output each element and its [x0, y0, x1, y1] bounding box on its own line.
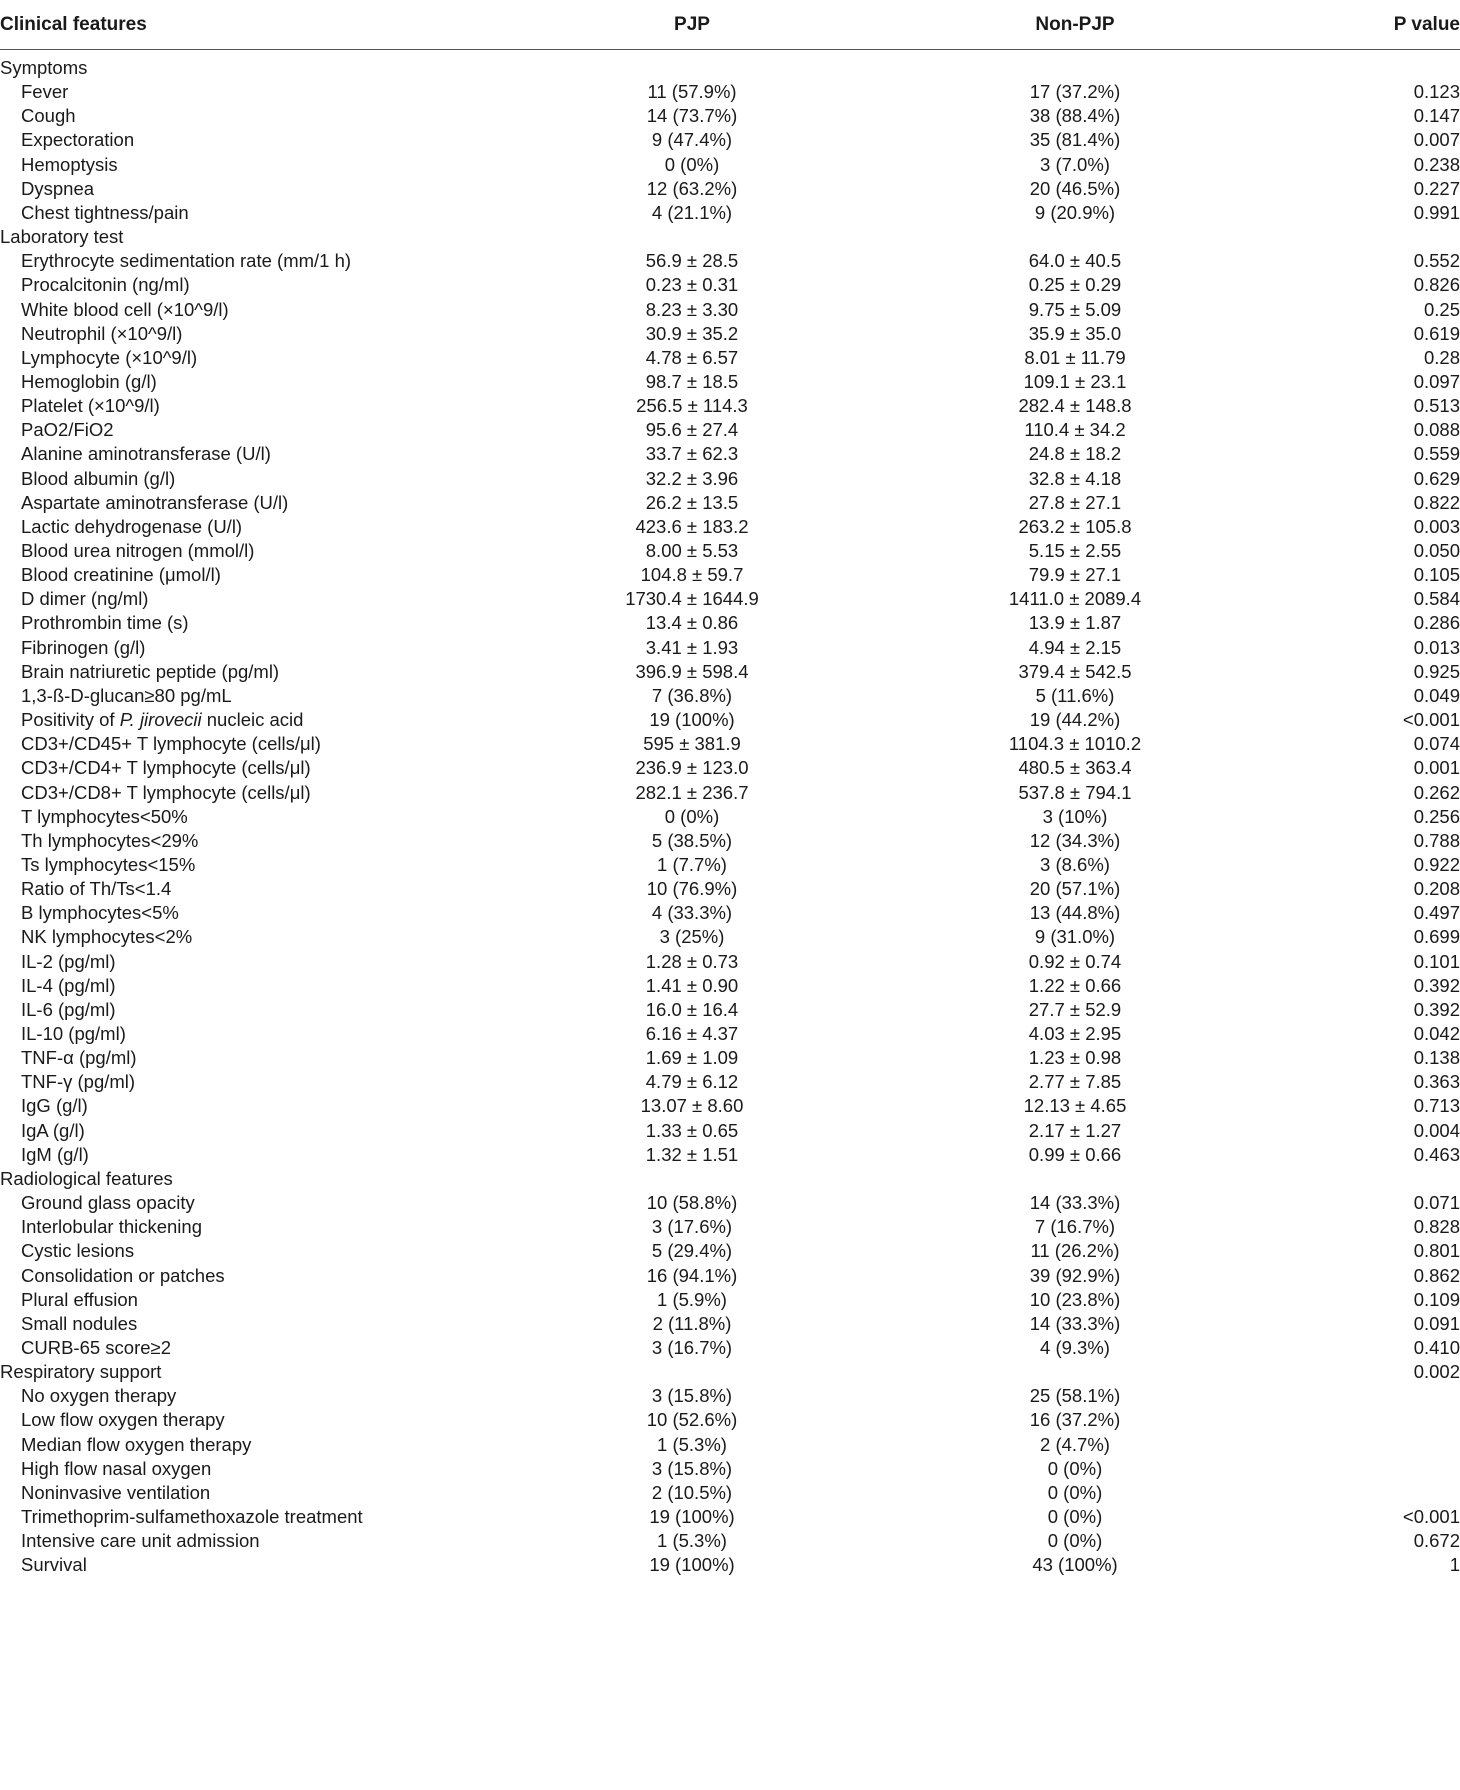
pjp-cell: 104.8 ± 59.7: [640, 564, 744, 586]
p-value-cell: 0.101: [1413, 950, 1460, 972]
p-value-cell: 0.071: [1413, 1192, 1460, 1214]
pjp-cell: 4 (33.3%): [651, 902, 733, 924]
feature-cell: Chest tightness/pain: [21, 201, 189, 223]
pjp-cell: 10 (52.6%): [646, 1409, 738, 1431]
non-pjp-cell: 3 (8.6%): [1040, 853, 1110, 875]
p-value-cell: 0.629: [1413, 467, 1460, 489]
feature-cell: CD3+/CD4+ T lymphocyte (cells/μl): [21, 757, 311, 779]
p-value-cell: 0.003: [1413, 515, 1460, 537]
feature-cell: Platelet (×10^9/l): [21, 395, 160, 417]
pjp-cell: 19 (100%): [649, 1554, 735, 1576]
header-clinical-features: Clinical features: [0, 14, 147, 35]
p-value-cell: 0.801: [1413, 1240, 1460, 1262]
feature-cell: D dimer (ng/ml): [21, 588, 149, 610]
non-pjp-cell: 32.8 ± 4.18: [1028, 467, 1122, 489]
pjp-cell: 33.7 ± 62.3: [645, 443, 739, 465]
pjp-cell: 5 (38.5%): [651, 829, 733, 851]
pjp-cell: 95.6 ± 27.4: [645, 419, 739, 441]
pjp-cell: 3 (15.8%): [651, 1457, 733, 1479]
pjp-cell: 236.9 ± 123.0: [635, 757, 749, 779]
non-pjp-cell: 35.9 ± 35.0: [1028, 322, 1122, 344]
non-pjp-cell: 79.9 ± 27.1: [1028, 564, 1122, 586]
p-value-cell: 0.123: [1413, 81, 1460, 103]
p-value-cell: 0.828: [1413, 1216, 1460, 1238]
p-value-cell: 0.256: [1413, 805, 1460, 827]
p-value-cell: 0.042: [1413, 1023, 1460, 1044]
p-value-cell: 0.925: [1413, 660, 1460, 682]
pjp-cell: 0.23 ± 0.31: [645, 274, 739, 296]
p-value-cell: 0.049: [1413, 684, 1460, 706]
non-pjp-cell: 10 (23.8%): [1029, 1288, 1121, 1310]
p-value-cell: 0.147: [1413, 105, 1460, 127]
non-pjp-cell: 20 (57.1%): [1029, 878, 1121, 900]
non-pjp-cell: 7 (16.7%): [1034, 1216, 1116, 1238]
p-value-cell: 0.392: [1413, 998, 1460, 1020]
feature-cell: Alanine aminotransferase (U/l): [21, 443, 271, 465]
p-value-cell: 0.922: [1413, 853, 1460, 875]
feature-cell: IL-10 (pg/ml): [21, 1023, 126, 1044]
header-p-value: P value: [1393, 14, 1460, 35]
p-value-cell: 0.363: [1413, 1071, 1460, 1093]
pjp-cell: 3 (17.6%): [651, 1216, 733, 1238]
feature-cell: White blood cell (×10^9/l): [21, 298, 229, 320]
p-value-cell: 0.826: [1413, 274, 1460, 296]
feature-cell: Ground glass opacity: [21, 1192, 195, 1214]
feature-cell: TNF-γ (pg/ml): [21, 1071, 136, 1093]
p-value-cell: 0.007: [1413, 129, 1460, 151]
p-value-cell: 0.699: [1413, 926, 1460, 948]
non-pjp-cell: 64.0 ± 40.5: [1028, 250, 1122, 272]
p-value-cell: 0.013: [1413, 636, 1460, 658]
feature-cell: B lymphocytes<5%: [21, 902, 179, 924]
pjp-cell: 10 (76.9%): [646, 878, 738, 900]
feature-cell: TNF-α (pg/ml): [21, 1047, 137, 1069]
non-pjp-cell: 9.75 ± 5.09: [1028, 298, 1122, 320]
feature-cell: Hemoglobin (g/l): [21, 370, 157, 392]
p-value-cell: 1: [1449, 1554, 1460, 1576]
pjp-cell: 1 (7.7%): [657, 853, 727, 875]
p-value-cell: 0.138: [1413, 1047, 1460, 1069]
pjp-cell: 423.6 ± 183.2: [635, 515, 749, 537]
non-pjp-cell: 0 (0%): [1047, 1506, 1103, 1527]
p-value-cell: 0.552: [1413, 250, 1460, 272]
non-pjp-cell: 19 (44.2%): [1029, 709, 1121, 731]
pjp-cell: 9 (47.4%): [651, 129, 733, 151]
p-value-cell: 0.227: [1413, 177, 1460, 199]
p-value-cell: 0.105: [1413, 564, 1460, 586]
non-pjp-cell: 16 (37.2%): [1029, 1409, 1121, 1431]
pjp-cell: 7 (36.8%): [651, 684, 733, 706]
p-value-cell: 0.238: [1413, 153, 1460, 175]
non-pjp-cell: 480.5 ± 363.4: [1018, 757, 1132, 779]
p-value-cell: 0.091: [1413, 1312, 1460, 1334]
p-value-cell: 0.497: [1413, 902, 1460, 924]
non-pjp-cell: 4.03 ± 2.95: [1028, 1023, 1122, 1044]
non-pjp-cell: 0 (0%): [1047, 1457, 1103, 1479]
non-pjp-cell: 4.94 ± 2.15: [1028, 636, 1122, 658]
feature-cell: High flow nasal oxygen: [21, 1457, 212, 1479]
non-pjp-cell: 17 (37.2%): [1029, 81, 1121, 103]
pjp-cell: 19 (100%): [649, 709, 735, 731]
feature-cell: Consolidation or patches: [21, 1264, 225, 1286]
pjp-cell: 10 (58.8%): [646, 1192, 738, 1214]
pjp-cell: 4.79 ± 6.12: [645, 1071, 739, 1093]
feature-cell: PaO2/FiO2: [21, 419, 114, 441]
pjp-cell: 2 (10.5%): [651, 1481, 733, 1503]
feature-cell: IgM (g/l): [21, 1143, 89, 1165]
feature-cell: Trimethoprim-sulfamethoxazole treatment: [21, 1506, 363, 1527]
non-pjp-cell: 1.23 ± 0.98: [1028, 1047, 1122, 1069]
feature-cell: Hemoptysis: [21, 153, 118, 175]
non-pjp-cell: 12 (34.3%): [1029, 829, 1121, 851]
pjp-cell: 8.00 ± 5.53: [645, 540, 739, 561]
p-value-cell: 0.513: [1413, 395, 1460, 417]
table-row: [0, 1551, 1460, 1579]
feature-cell: Intensive care unit admission: [21, 1530, 260, 1552]
p-value-cell: 0.050: [1413, 540, 1460, 561]
header-pjp: PJP: [674, 14, 710, 35]
feature-cell: Small nodules: [21, 1312, 138, 1334]
feature-cell: Low flow oxygen therapy: [21, 1409, 225, 1431]
pjp-cell: 2 (11.8%): [652, 1312, 732, 1334]
feature-cell: Radiological features: [0, 1167, 173, 1189]
non-pjp-cell: 20 (46.5%): [1029, 177, 1121, 199]
non-pjp-cell: 12.13 ± 4.65: [1023, 1095, 1127, 1117]
pjp-cell: 3.41 ± 1.93: [645, 636, 739, 658]
p-value-cell: 0.584: [1413, 588, 1460, 610]
feature-cell: Fibrinogen (g/l): [21, 636, 146, 658]
p-value-cell: 0.001: [1413, 757, 1460, 779]
pjp-cell: 16 (94.1%): [646, 1264, 738, 1286]
feature-cell: Aspartate aminotransferase (U/l): [21, 491, 289, 513]
pjp-cell: 1 (5.3%): [657, 1530, 727, 1552]
feature-cell: Survival: [21, 1554, 87, 1576]
feature-cell: Positivity of P. jirovecii nucleic acid: [21, 709, 304, 731]
non-pjp-cell: 35 (81.4%): [1029, 129, 1121, 151]
non-pjp-cell: 263.2 ± 105.8: [1018, 515, 1132, 537]
feature-cell: Dyspnea: [21, 177, 95, 199]
non-pjp-cell: 39 (92.9%): [1029, 1264, 1121, 1286]
non-pjp-cell: 0.99 ± 0.66: [1028, 1143, 1122, 1165]
p-value-cell: 0.822: [1413, 491, 1460, 513]
non-pjp-cell: 27.8 ± 27.1: [1028, 491, 1122, 513]
non-pjp-cell: 1.22 ± 0.66: [1028, 974, 1122, 996]
p-value-cell: 0.862: [1413, 1264, 1460, 1286]
p-value-cell: 0.002: [1413, 1361, 1460, 1383]
non-pjp-cell: 109.1 ± 23.1: [1023, 370, 1127, 392]
feature-cell: Prothrombin time (s): [21, 612, 189, 634]
p-value-cell: 0.109: [1413, 1288, 1460, 1310]
non-pjp-cell: 537.8 ± 794.1: [1018, 781, 1132, 803]
p-value-cell: 0.463: [1413, 1143, 1460, 1165]
feature-cell: Brain natriuretic peptide (pg/ml): [21, 660, 280, 682]
non-pjp-cell: 9 (20.9%): [1034, 201, 1116, 223]
pjp-cell: 1.69 ± 1.09: [645, 1047, 739, 1069]
feature-cell: IgA (g/l): [21, 1119, 85, 1141]
p-value-cell: 0.25: [1423, 298, 1460, 320]
pjp-cell: 1730.4 ± 1644.9: [625, 588, 759, 610]
pjp-cell: 8.23 ± 3.30: [645, 298, 739, 320]
feature-cell: CD3+/CD45+ T lymphocyte (cells/μl): [21, 733, 321, 755]
pjp-cell: 1.33 ± 0.65: [645, 1119, 739, 1141]
pjp-cell: 16.0 ± 16.4: [645, 998, 739, 1020]
pjp-cell: 0 (0%): [664, 153, 720, 175]
non-pjp-cell: 2 (4.7%): [1040, 1433, 1110, 1455]
non-pjp-cell: 13 (44.8%): [1029, 902, 1121, 924]
feature-cell: Blood albumin (g/l): [21, 467, 176, 489]
p-value-cell: 0.088: [1413, 419, 1460, 441]
non-pjp-cell: 9 (31.0%): [1034, 926, 1116, 948]
non-pjp-cell: 0 (0%): [1047, 1530, 1103, 1552]
feature-cell: Symptoms: [0, 57, 88, 78]
non-pjp-cell: 282.4 ± 148.8: [1018, 395, 1132, 417]
non-pjp-cell: 0.92 ± 0.74: [1028, 950, 1122, 972]
feature-cell: Lactic dehydrogenase (U/l): [21, 515, 243, 537]
p-value-cell: 0.788: [1413, 829, 1460, 851]
non-pjp-cell: 24.8 ± 18.2: [1028, 443, 1122, 465]
pjp-cell: 1.41 ± 0.90: [645, 974, 739, 996]
feature-cell: Median flow oxygen therapy: [21, 1433, 252, 1455]
non-pjp-cell: 4 (9.3%): [1040, 1336, 1110, 1358]
non-pjp-cell: 5.15 ± 2.55: [1028, 540, 1122, 561]
pjp-cell: 56.9 ± 28.5: [645, 250, 739, 272]
feature-cell: Noninvasive ventilation: [21, 1481, 211, 1503]
pjp-cell: 1.28 ± 0.73: [645, 950, 739, 972]
feature-cell: 1,3-ß-D-glucan≥80 pg/mL: [21, 684, 232, 706]
feature-cell: CD3+/CD8+ T lymphocyte (cells/μl): [21, 781, 311, 803]
feature-cell: Th lymphocytes<29%: [21, 829, 199, 851]
feature-cell: Cough: [21, 105, 76, 127]
non-pjp-cell: 1411.0 ± 2089.4: [1008, 588, 1142, 610]
non-pjp-cell: 2.77 ± 7.85: [1028, 1071, 1122, 1093]
p-value-cell: 0.619: [1413, 322, 1460, 344]
pjp-cell: 0 (0%): [664, 805, 720, 827]
p-value-cell: 0.28: [1423, 346, 1460, 368]
pjp-cell: 13.4 ± 0.86: [645, 612, 739, 634]
non-pjp-cell: 0 (0%): [1047, 1481, 1103, 1503]
feature-cell: Respiratory support: [0, 1361, 162, 1383]
non-pjp-cell: 14 (33.3%): [1029, 1192, 1121, 1214]
pjp-cell: 98.7 ± 18.5: [645, 370, 739, 392]
non-pjp-cell: 14 (33.3%): [1029, 1312, 1121, 1334]
p-value-cell: 0.672: [1413, 1530, 1460, 1552]
non-pjp-cell: 379.4 ± 542.5: [1018, 660, 1132, 682]
feature-cell: Interlobular thickening: [21, 1216, 202, 1238]
pjp-cell: 32.2 ± 3.96: [645, 467, 739, 489]
non-pjp-cell: 11 (26.2%): [1030, 1240, 1120, 1262]
non-pjp-cell: 3 (10%): [1042, 805, 1108, 827]
p-value-cell: 0.004: [1413, 1119, 1460, 1141]
feature-cell: T lymphocytes<50%: [21, 805, 188, 827]
p-value-cell: 0.286: [1413, 612, 1460, 634]
feature-cell: Expectoration: [21, 129, 135, 151]
non-pjp-cell: 27.7 ± 52.9: [1028, 998, 1122, 1020]
feature-cell: No oxygen therapy: [21, 1385, 177, 1407]
p-value-cell: 0.713: [1413, 1095, 1460, 1117]
p-value-cell: 0.097: [1413, 370, 1460, 392]
pjp-cell: 4.78 ± 6.57: [645, 346, 739, 368]
pjp-cell: 19 (100%): [649, 1506, 735, 1527]
pjp-cell: 12 (63.2%): [646, 177, 738, 199]
non-pjp-cell: 3 (7.0%): [1040, 153, 1110, 175]
pjp-cell: 5 (29.4%): [651, 1240, 733, 1262]
p-value-cell: 0.991: [1413, 201, 1460, 223]
pjp-cell: 396.9 ± 598.4: [635, 660, 749, 682]
pjp-cell: 282.1 ± 236.7: [635, 781, 749, 803]
non-pjp-cell: 43 (100%): [1032, 1554, 1118, 1576]
pjp-cell: 26.2 ± 13.5: [645, 491, 739, 513]
pjp-cell: 4 (21.1%): [651, 201, 733, 223]
feature-cell: Ts lymphocytes<15%: [21, 853, 196, 875]
non-pjp-cell: 0.25 ± 0.29: [1028, 274, 1122, 296]
feature-cell: Procalcitonin (ng/ml): [21, 274, 190, 296]
feature-cell: Erythrocyte sedimentation rate (mm/1 h): [21, 250, 352, 272]
pjp-cell: 1.32 ± 1.51: [645, 1143, 739, 1165]
feature-cell: Laboratory test: [0, 226, 124, 248]
pjp-cell: 3 (15.8%): [651, 1385, 733, 1407]
table-header-row: [0, 0, 1460, 50]
feature-cell: CURB-65 score≥2: [21, 1336, 171, 1358]
feature-cell: IL-2 (pg/ml): [21, 950, 116, 972]
pjp-cell: 3 (16.7%): [651, 1336, 733, 1358]
p-value-cell: <0.001: [1402, 1506, 1460, 1527]
feature-cell: Ratio of Th/Ts<1.4: [21, 878, 172, 900]
feature-cell: Lymphocyte (×10^9/l): [21, 346, 198, 368]
feature-cell: Cystic lesions: [21, 1240, 135, 1262]
p-value-cell: 0.074: [1413, 733, 1460, 755]
pjp-cell: 256.5 ± 114.3: [636, 395, 748, 417]
p-value-cell: 0.262: [1413, 781, 1460, 803]
pjp-cell: 6.16 ± 4.37: [645, 1023, 739, 1044]
feature-cell: IL-6 (pg/ml): [21, 998, 116, 1020]
feature-cell: Blood creatinine (μmol/l): [21, 564, 221, 586]
non-pjp-cell: 1104.3 ± 1010.2: [1008, 733, 1142, 755]
p-value-cell: 0.392: [1413, 974, 1460, 996]
feature-cell: IL-4 (pg/ml): [21, 974, 116, 996]
pjp-cell: 30.9 ± 35.2: [645, 322, 739, 344]
feature-cell: Blood urea nitrogen (mmol/l): [21, 540, 255, 561]
pjp-cell: 1 (5.9%): [657, 1288, 727, 1310]
feature-cell: Fever: [21, 81, 69, 103]
pjp-cell: 3 (25%): [659, 926, 725, 948]
pjp-cell: 13.07 ± 8.60: [640, 1095, 744, 1117]
p-value-cell: 0.208: [1413, 878, 1460, 900]
pjp-cell: 14 (73.7%): [646, 105, 738, 127]
non-pjp-cell: 5 (11.6%): [1035, 684, 1115, 706]
feature-cell: NK lymphocytes<2%: [21, 926, 193, 948]
feature-cell: IgG (g/l): [21, 1095, 88, 1117]
feature-cell: Plural effusion: [21, 1288, 138, 1310]
pjp-cell: 11 (57.9%): [647, 81, 737, 103]
header-non-pjp: Non-PJP: [1035, 14, 1115, 35]
pjp-cell: 595 ± 381.9: [643, 733, 741, 755]
p-value-cell: <0.001: [1402, 709, 1460, 731]
non-pjp-cell: 13.9 ± 1.87: [1028, 612, 1122, 634]
pjp-cell: 1 (5.3%): [657, 1433, 727, 1455]
non-pjp-cell: 2.17 ± 1.27: [1028, 1119, 1122, 1141]
non-pjp-cell: 38 (88.4%): [1029, 105, 1121, 127]
non-pjp-cell: 8.01 ± 11.79: [1024, 346, 1126, 368]
non-pjp-cell: 25 (58.1%): [1029, 1385, 1121, 1407]
non-pjp-cell: 110.4 ± 34.2: [1024, 419, 1126, 441]
p-value-cell: 0.559: [1413, 443, 1460, 465]
p-value-cell: 0.410: [1413, 1336, 1460, 1358]
feature-cell: Neutrophil (×10^9/l): [21, 322, 183, 344]
